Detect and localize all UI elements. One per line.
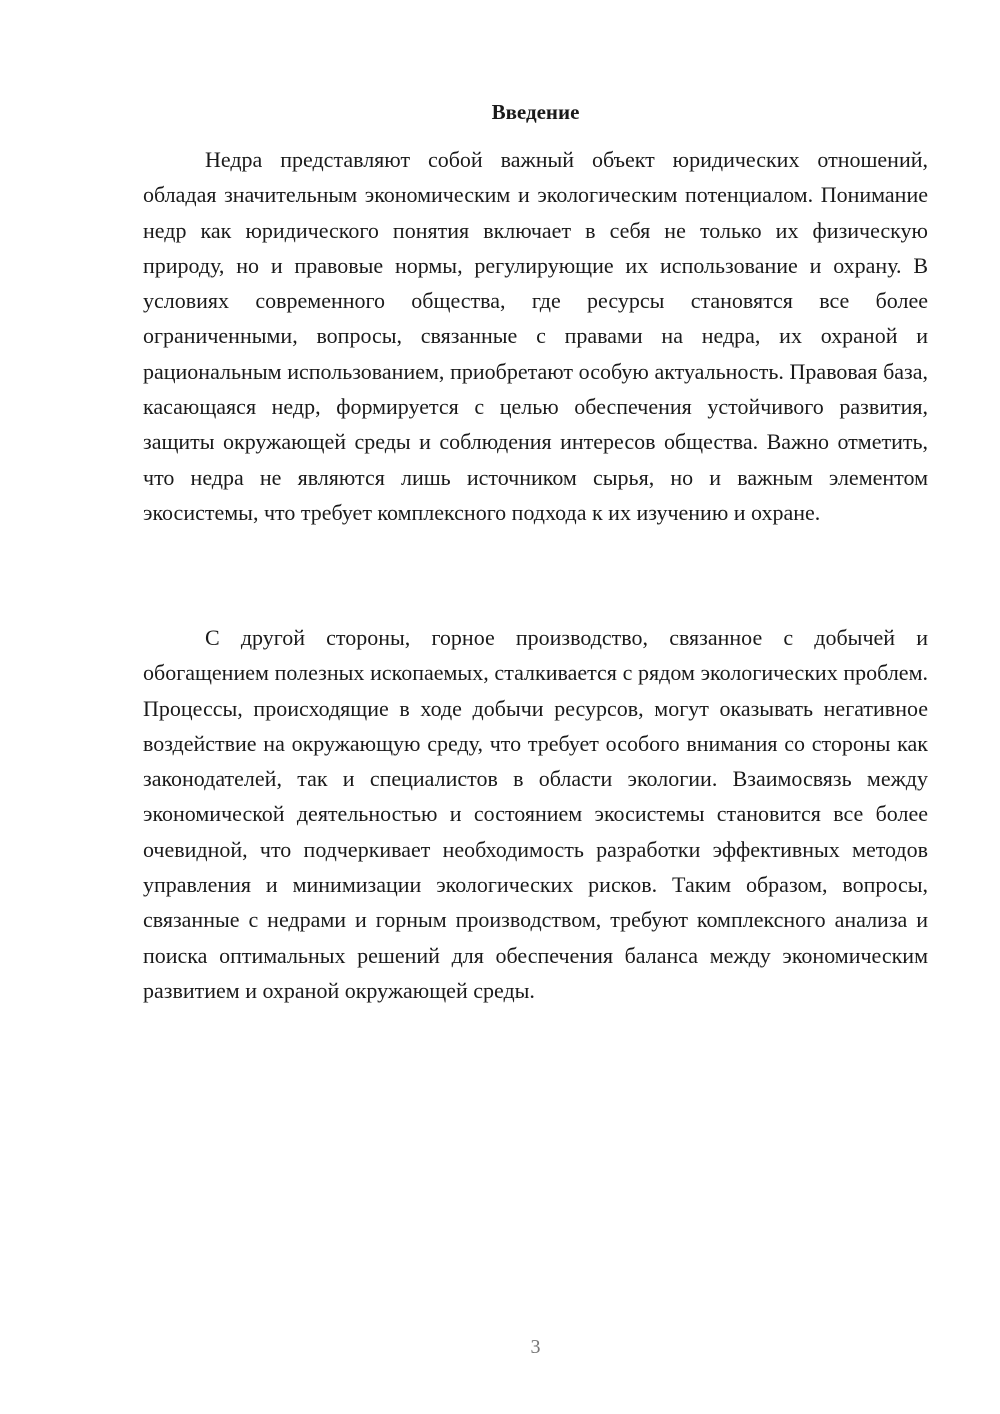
page-number: 3 xyxy=(530,1336,541,1358)
paragraph-2: С другой стороны, горное производство, связанное с добычей и обогащением полезных ископаемых, сталкивается с рядом экологических проблем. Процессы, происходящие в ходе добычи ресурсов, могут оказывать негативное воздействие на окружающую среду, что требует особого внимания со стороны как законодателей, так и специалистов в области экологии. Взаимосвязь между экономической деятельностью и состоянием экосистемы становится все более очевидной, что подчеркивает необходимость разработки эффективных методов управления и минимизации экологических рисков. Таким образом, вопросы, связанные с недрами и горным производством, требуют комплексного анализа и поиска оптимальных решений для обеспечения баланса между экономическим развитием и охраной окружающей среды. xyxy=(143,625,928,1003)
section-heading: Введение xyxy=(491,100,580,124)
paragraph-1: Недра представляют собой важный объект юридических отношений, обладая значительным экономическим и экологическим потенциалом. Понимание недр как юридического понятия включает в себя не только их физическую природу, но и правовые нормы, регулирующие их использование и охрану. В условиях современного общества, где ресурсы становятся все более ограниченными, вопросы, связанные с правами на недра, их охраной и рациональным использованием, приобретают особую актуальность. Правовая база, касающаяся недр, формируется с целью обеспечения устойчивого развития, защиты окружающей среды и соблюдения интересов общества. Важно отметить, что недра не являются лишь источником сырья, но и важным элементом экосистемы, что требует комплексного подхода к их изучению и охране. xyxy=(143,147,928,525)
